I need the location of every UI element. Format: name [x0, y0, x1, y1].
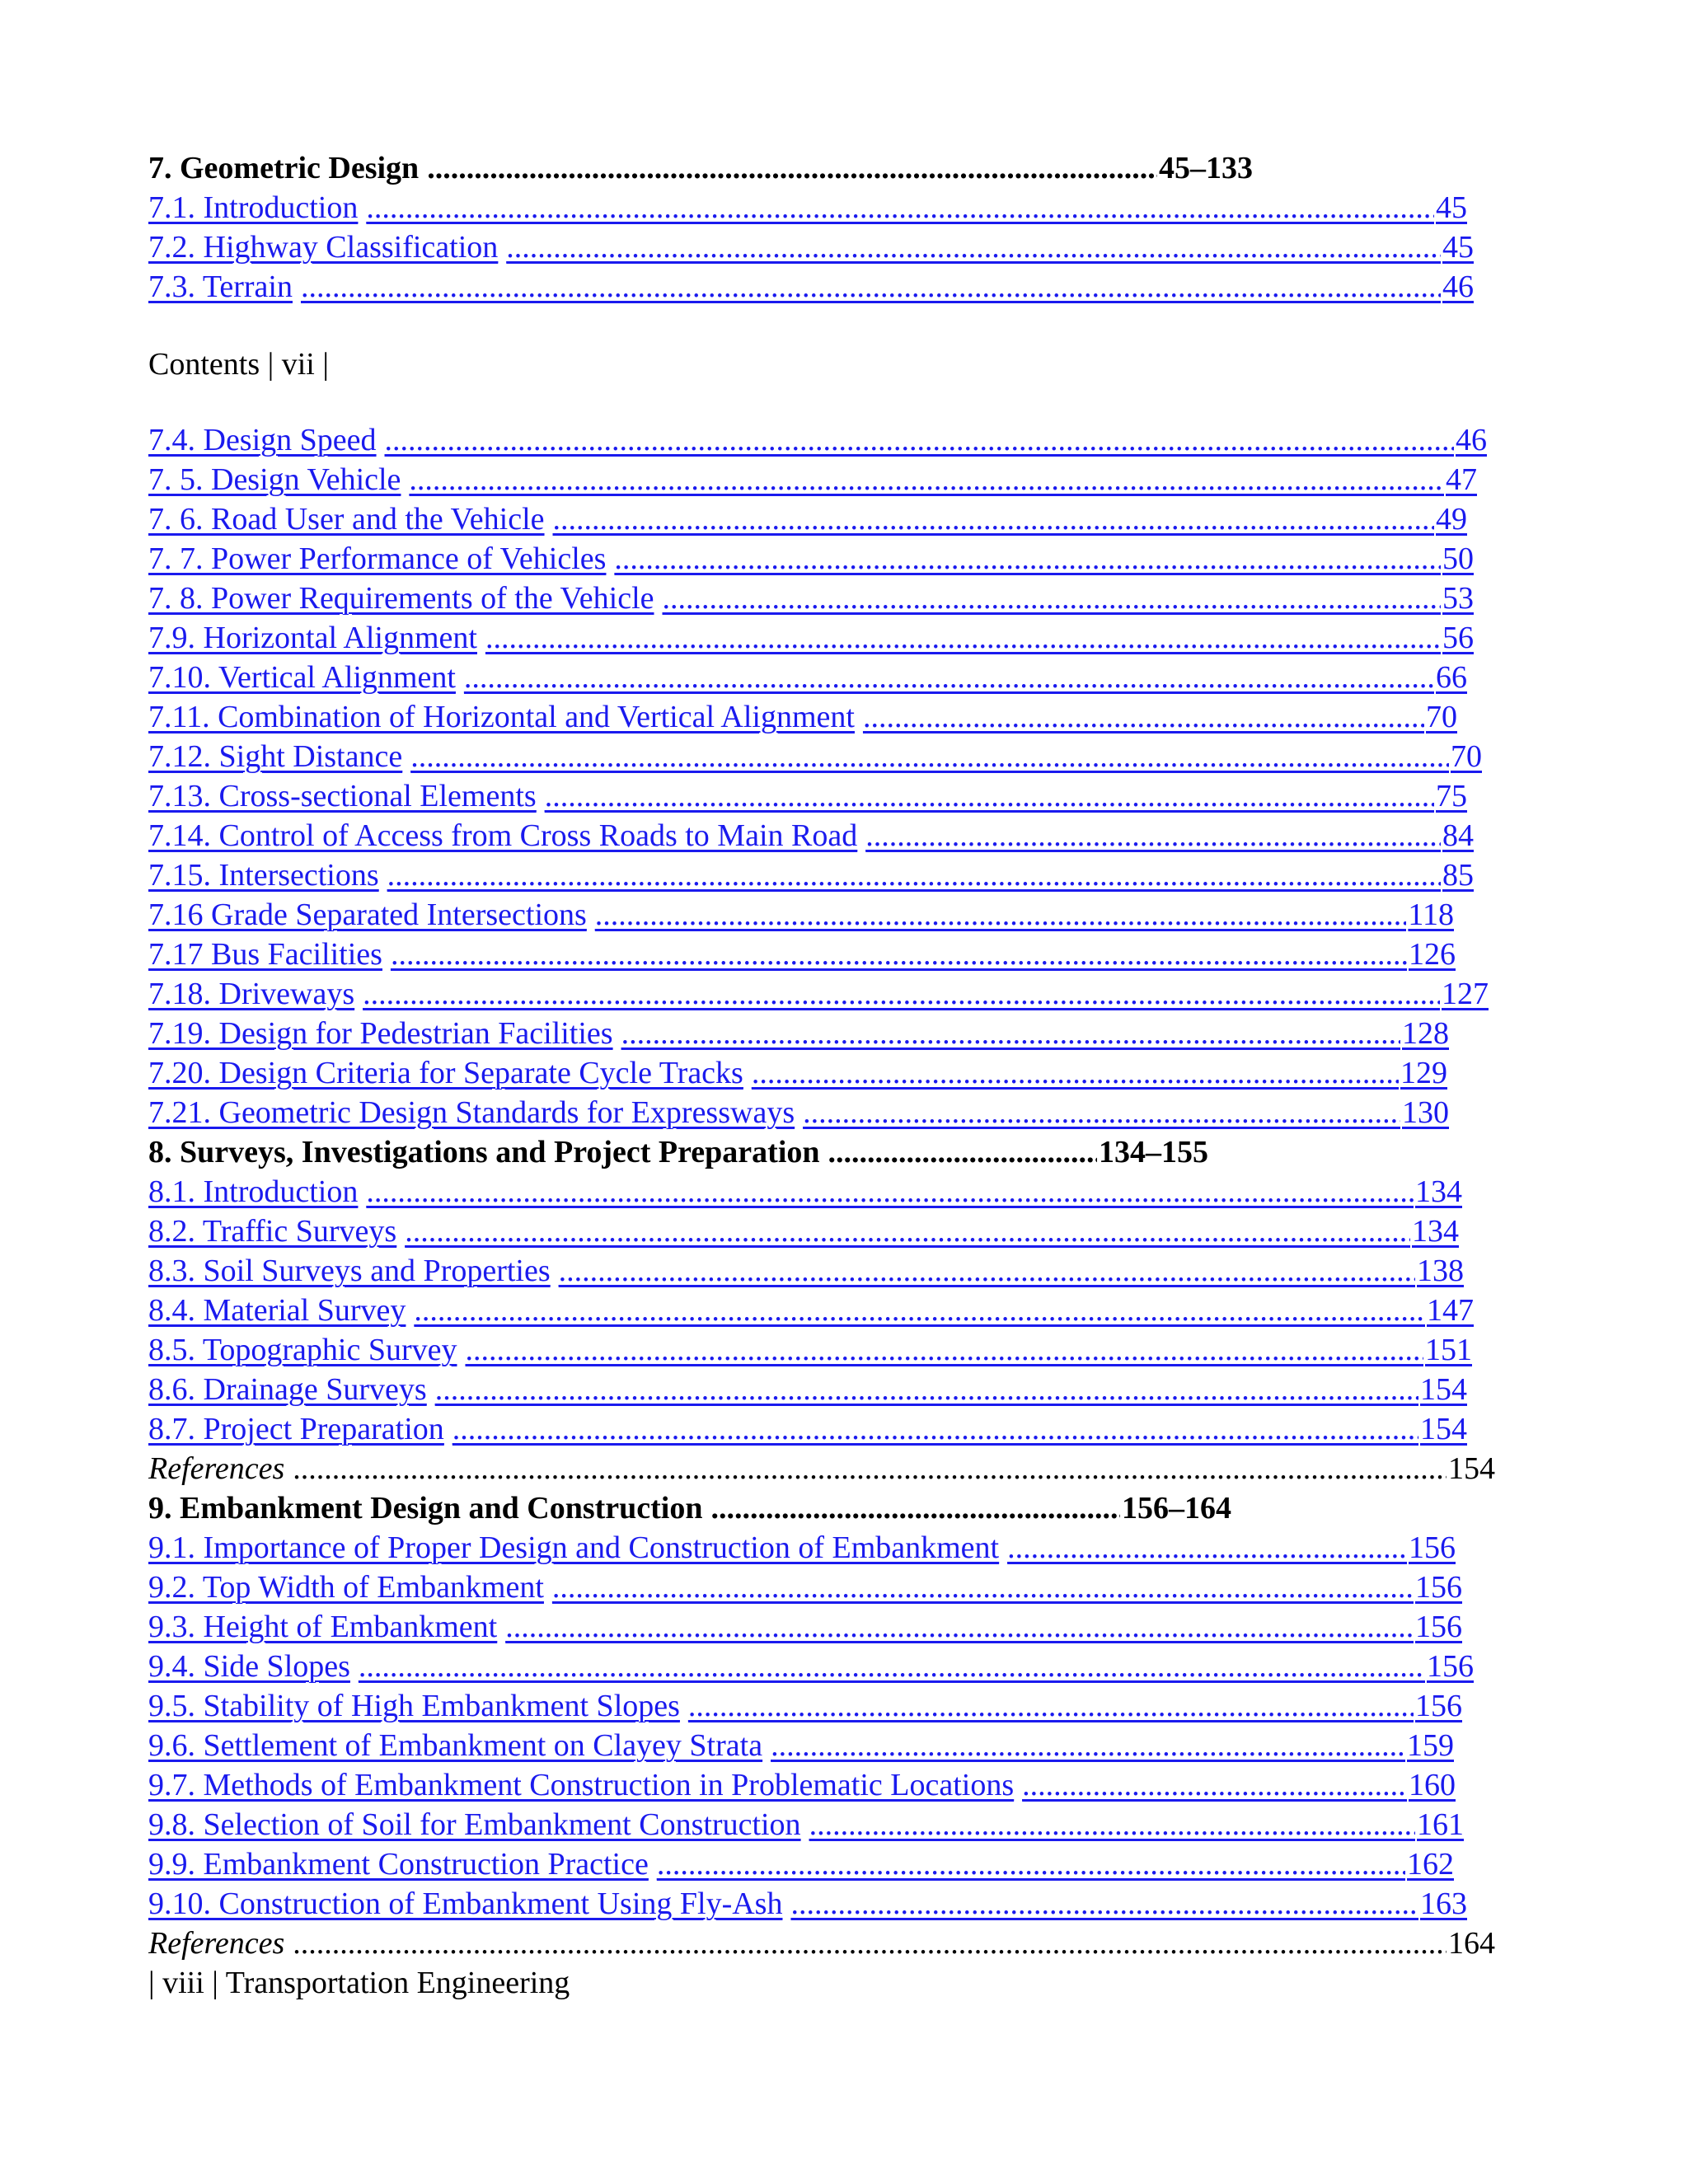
toc-entry-title: 9.1. Importance of Proper Design and Construction of Embankment	[148, 1530, 1000, 1565]
toc-page-number: 156	[1415, 1570, 1462, 1605]
toc-entry-link[interactable]	[148, 1053, 1447, 1093]
toc-page-number: 66	[1436, 660, 1467, 695]
toc-entry-title: 7.9. Horizontal Alignment	[148, 621, 477, 655]
toc-entry-link[interactable]	[148, 658, 1467, 697]
toc-entry-title: 9.3. Height of Embankment	[148, 1610, 498, 1644]
dot-leader	[402, 737, 1449, 776]
dot-leader	[680, 1686, 1414, 1726]
toc-entry-title: 8.7. Project Preparation	[148, 1412, 444, 1446]
toc-entry-link[interactable]	[148, 1409, 1467, 1449]
toc-page-number: 49	[1436, 502, 1467, 537]
toc-entry-link[interactable]	[148, 1212, 1459, 1251]
toc-entry-link[interactable]	[148, 816, 1474, 855]
toc-page-number: 156	[1427, 1649, 1474, 1684]
toc-page-number: 147	[1427, 1293, 1474, 1328]
toc-entry-title: 7.17 Bus Facilities	[148, 937, 382, 972]
dot-leader	[358, 1172, 1414, 1212]
toc-page-number: 134–155	[1099, 1135, 1208, 1169]
toc-page-number: 138	[1417, 1254, 1464, 1288]
toc-page-number: 156	[1415, 1610, 1462, 1644]
toc-page-number: 53	[1442, 581, 1474, 616]
toc-entry-title: References	[148, 1926, 285, 1961]
toc-entry-title: 7.10. Vertical Alignment	[148, 660, 456, 695]
toc-entry-title: 7.19. Design for Pedestrian Facilities	[148, 1016, 613, 1051]
dot-leader	[537, 776, 1434, 816]
dot-leader	[606, 539, 1441, 579]
dot-leader	[795, 1093, 1400, 1132]
toc-entry-link[interactable]	[148, 1765, 1456, 1805]
toc-entry-link[interactable]	[148, 974, 1489, 1014]
running-header: Contents | vii |	[148, 347, 329, 382]
toc-entry-link[interactable]	[148, 1291, 1474, 1330]
dot-leader	[456, 658, 1434, 697]
toc-entry-link[interactable]	[148, 1568, 1462, 1607]
toc-page-number: 160	[1409, 1768, 1456, 1802]
toc-page-number: 45	[1436, 190, 1467, 225]
dot-leader	[762, 1726, 1405, 1765]
toc-entry-title: 7. Geometric Design	[148, 151, 420, 185]
toc-page-number: 163	[1420, 1886, 1467, 1921]
toc-page-number: 75	[1436, 779, 1467, 813]
toc-entry-title: 7. 7. Power Performance of Vehicles	[148, 541, 607, 576]
toc-entry-title: 9.9. Embankment Construction Practice	[148, 1847, 649, 1882]
toc-entry-title: 9.2. Top Width of Embankment	[148, 1570, 544, 1605]
dot-leader	[457, 1330, 1423, 1370]
toc-entry-link[interactable]	[148, 539, 1474, 579]
toc-entry-link[interactable]	[148, 1844, 1454, 1884]
toc-page-number: 46	[1456, 423, 1487, 457]
toc-page-number: 156–164	[1122, 1491, 1231, 1526]
toc-entry-title: 8.4. Material Survey	[148, 1293, 406, 1328]
toc-page-number: 127	[1442, 977, 1489, 1011]
toc-entry-link[interactable]	[148, 499, 1467, 539]
toc-page-number: 161	[1417, 1807, 1464, 1842]
dot-leader	[820, 1132, 1097, 1172]
toc-references-entry	[148, 1449, 1495, 1488]
dot-leader	[1014, 1765, 1407, 1805]
toc-entry-title: 8.3. Soil Surveys and Properties	[148, 1254, 551, 1288]
toc-page-number: 129	[1400, 1056, 1447, 1090]
toc-entry-title: 9.4. Side Slopes	[148, 1649, 350, 1684]
toc-entry-link[interactable]	[148, 1370, 1467, 1409]
toc-entry-link[interactable]	[148, 420, 1487, 460]
dot-leader	[396, 1212, 1410, 1251]
toc-entry-link[interactable]	[148, 460, 1477, 499]
toc-entry-title: 7.11. Combination of Horizontal and Vertical Alignment	[148, 700, 855, 734]
toc-entry-link[interactable]	[148, 1528, 1456, 1568]
toc-page-number: 47	[1446, 462, 1477, 497]
toc-entry-link[interactable]	[148, 776, 1467, 816]
dot-leader	[855, 697, 1424, 737]
toc-entry-link[interactable]	[148, 1647, 1474, 1686]
toc-entry-title: 7.20. Design Criteria for Separate Cycle Tracks	[148, 1056, 743, 1090]
toc-entry-link[interactable]	[148, 1251, 1464, 1291]
toc-page-number: 70	[1426, 700, 1457, 734]
toc-entry-title: 7.16 Grade Separated Intersections	[148, 898, 587, 932]
toc-entry-title: 8.1. Introduction	[148, 1174, 359, 1209]
toc-entry-link[interactable]	[148, 267, 1474, 307]
toc-entry-link[interactable]	[148, 618, 1474, 658]
toc-page-number: 84	[1442, 818, 1474, 853]
dot-leader	[358, 188, 1434, 227]
dot-leader	[293, 267, 1441, 307]
dot-leader	[801, 1805, 1415, 1844]
dot-leader	[284, 1924, 1447, 1963]
toc-page-number: 50	[1442, 541, 1474, 576]
toc-chapter-heading	[148, 148, 1253, 188]
toc-page-number: 162	[1407, 1847, 1454, 1882]
toc-entry-title: 8. Surveys, Investigations and Project Preparation	[148, 1135, 820, 1169]
dot-leader	[782, 1884, 1418, 1924]
toc-page-number: 45–133	[1159, 151, 1253, 185]
dot-leader	[613, 1014, 1400, 1053]
toc-entry-link[interactable]	[148, 1093, 1449, 1132]
toc-entry-link[interactable]	[148, 895, 1454, 935]
toc-page-number: 70	[1451, 739, 1482, 774]
toc-entry-title: 9.7. Methods of Embankment Construction in Problematic Locations	[148, 1768, 1015, 1802]
toc-entry-link[interactable]	[148, 188, 1467, 227]
toc-page-number: 156	[1409, 1530, 1456, 1565]
dot-leader	[497, 1607, 1414, 1647]
dot-leader	[350, 1647, 1425, 1686]
toc-page-number: 164	[1448, 1926, 1495, 1961]
toc-page-number: 154	[1448, 1451, 1495, 1486]
toc-entry-title: 7.1. Introduction	[148, 190, 359, 225]
toc-entry-link[interactable]	[148, 1014, 1449, 1053]
toc-entry-title: 8.5. Topographic Survey	[148, 1333, 457, 1367]
dot-leader	[477, 618, 1441, 658]
dot-leader	[649, 1844, 1405, 1884]
toc-page-number: 154	[1420, 1412, 1467, 1446]
toc-entry-title: 7. 5. Design Vehicle	[148, 462, 401, 497]
dot-leader	[354, 974, 1440, 1014]
toc-entry-title: 7.15. Intersections	[148, 858, 379, 893]
toc-entry-link[interactable]	[148, 227, 1474, 267]
toc-entry-title: 9.10. Construction of Embankment Using Fly-Ash	[148, 1886, 783, 1921]
running-footer: | viii | Transportation Engineering	[148, 1966, 570, 2000]
toc-entry-link[interactable]	[148, 697, 1457, 737]
dot-leader	[551, 1251, 1415, 1291]
toc-entry-title: 7.21. Geometric Design Standards for Expressways	[148, 1095, 795, 1130]
dot-leader	[545, 499, 1434, 539]
dot-leader	[999, 1528, 1407, 1568]
toc-page-number: 128	[1402, 1016, 1449, 1051]
dot-leader	[544, 1568, 1414, 1607]
toc-entry-link[interactable]	[148, 1884, 1467, 1924]
dot-leader	[379, 855, 1441, 895]
toc-entry-title: 9.8. Selection of Soil for Embankment Construction	[148, 1807, 801, 1842]
toc-entry-title: 8.6. Drainage Surveys	[148, 1372, 427, 1407]
toc-references-entry	[148, 1924, 1495, 1963]
dot-leader	[406, 1291, 1425, 1330]
dot-leader	[401, 460, 1444, 499]
toc-entry-link[interactable]	[148, 1805, 1464, 1844]
toc-entry-link[interactable]	[148, 935, 1456, 974]
toc-page-number: 126	[1409, 937, 1456, 972]
toc-entry-title: 9.6. Settlement of Embankment on Clayey Strata	[148, 1728, 763, 1763]
toc-entry-link[interactable]	[148, 1330, 1472, 1370]
toc-entry-title: 7. 6. Road User and the Vehicle	[148, 502, 545, 537]
toc-entry-link[interactable]	[148, 1686, 1462, 1726]
toc-entry-title: 7.4. Design Speed	[148, 423, 377, 457]
dot-leader	[498, 227, 1441, 267]
toc-entry-title: 9. Embankment Design and Construction	[148, 1491, 703, 1526]
toc-page-number: 159	[1407, 1728, 1454, 1763]
dot-leader	[382, 935, 1407, 974]
toc-entry-title: 7.13. Cross-sectional Elements	[148, 779, 537, 813]
toc-entry-link[interactable]	[148, 579, 1474, 618]
toc-entry-link[interactable]	[148, 737, 1482, 776]
toc-page-number: 134	[1415, 1174, 1462, 1209]
toc-entry-title: 7.12. Sight Distance	[148, 739, 403, 774]
dot-leader	[419, 148, 1157, 188]
dot-leader	[857, 816, 1441, 855]
toc-page-number: 130	[1402, 1095, 1449, 1130]
toc-page-number: 154	[1420, 1372, 1467, 1407]
toc-page-number: 45	[1442, 230, 1474, 265]
toc-page-number: 85	[1442, 858, 1474, 893]
toc-entry-title: 7.14. Control of Access from Cross Roads to Main Road	[148, 818, 858, 853]
toc-entry-title: 7.2. Highway Classification	[148, 230, 499, 265]
toc-chapter-heading	[148, 1132, 1208, 1172]
toc-entry-title: 7. 8. Power Requirements of the Vehicle	[148, 581, 654, 616]
dot-leader	[444, 1409, 1418, 1449]
dot-leader	[703, 1488, 1121, 1528]
toc-entry-link[interactable]	[148, 855, 1474, 895]
dot-leader	[743, 1053, 1399, 1093]
toc-chapter-heading	[148, 1488, 1231, 1528]
toc-entry-title: 7.18. Driveways	[148, 977, 355, 1011]
toc-page-number: 156	[1415, 1689, 1462, 1723]
toc-entry-link[interactable]	[148, 1726, 1454, 1765]
toc-entry-link[interactable]	[148, 1607, 1462, 1647]
toc-entry-title: References	[148, 1451, 285, 1486]
toc-page-number: 151	[1425, 1333, 1472, 1367]
dot-leader	[587, 895, 1407, 935]
toc-entry-title: 9.5. Stability of High Embankment Slopes	[148, 1689, 680, 1723]
toc-page-number: 118	[1408, 898, 1454, 932]
toc-entry-link[interactable]	[148, 1172, 1462, 1212]
dot-leader	[284, 1449, 1447, 1488]
dot-leader	[377, 420, 1454, 460]
toc-page-number: 56	[1442, 621, 1474, 655]
toc-entry-title: 7.3. Terrain	[148, 269, 293, 304]
dot-leader	[654, 579, 1442, 618]
dot-leader	[427, 1370, 1418, 1409]
toc-page-number: 134	[1412, 1214, 1459, 1249]
toc-entry-title: 8.2. Traffic Surveys	[148, 1214, 397, 1249]
toc-page-number: 46	[1442, 269, 1474, 304]
